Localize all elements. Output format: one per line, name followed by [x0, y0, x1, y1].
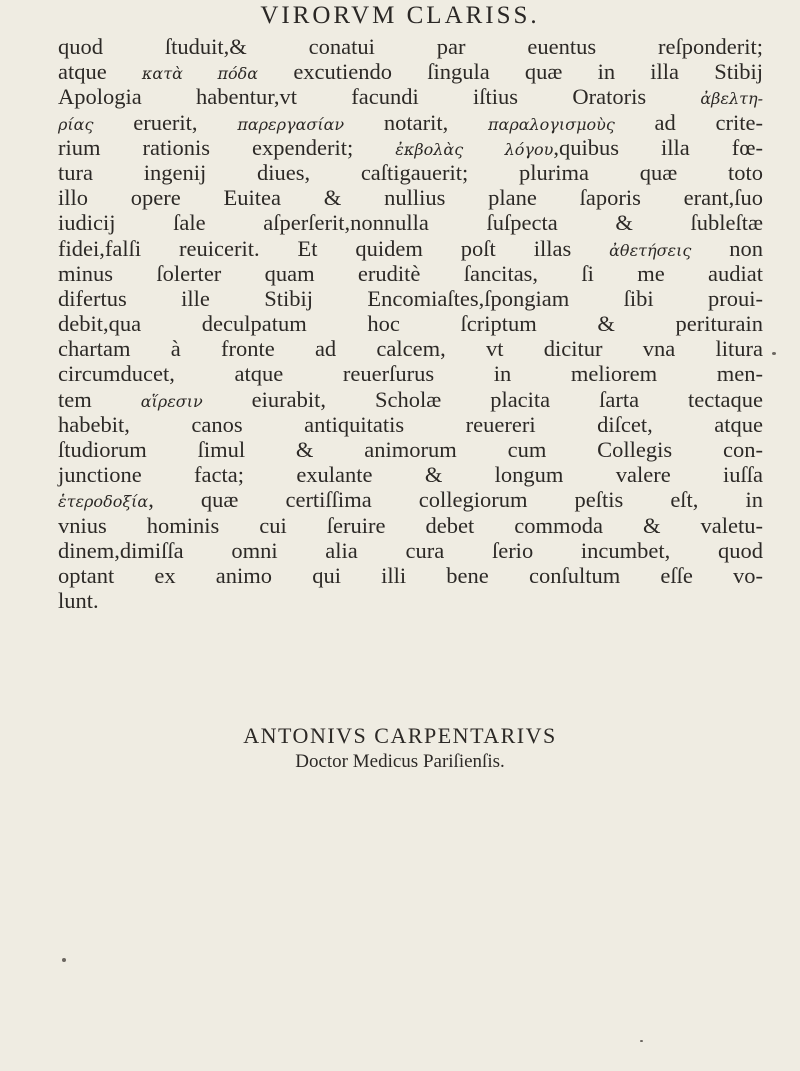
text-line: circumducet, atque reuerſurus in meliorem men-: [58, 361, 763, 387]
greek-word: ἑτεροδοξία: [58, 492, 149, 512]
text-line: tura ingenij diues, caſtigauerit; plurima quæ toto: [58, 159, 763, 185]
greek-word: ἐκβολὰς λόγου: [395, 139, 554, 159]
paper-speck: [62, 958, 66, 962]
text-line: ρίας eruerit, παρεργασίαν notarit, παραλογισμοὺς ad crite-: [58, 109, 763, 135]
greek-word: ἀθετήσεις: [609, 240, 692, 260]
text-line: lunt.: [58, 588, 99, 614]
signature-title: Doctor Medicus Pariſienſis.: [295, 751, 505, 772]
text-line: chartam à fronte ad calcem, vt dicitur vna litura: [58, 336, 763, 362]
paper-speck: [772, 352, 776, 355]
text-line: optant ex animo qui illi bene conſultum eſſe vo-: [58, 562, 763, 588]
text-line: atque κατὰ πόδα excutiendo ſingula quæ in illa Stibij: [58, 59, 763, 85]
text-line: tem αἵρεσιν eiurabit, Scholæ placita ſarta tectaque: [58, 386, 763, 412]
text-line: junctione facta; exulante & longum valere iuſſa: [58, 462, 763, 488]
greek-word: κατὰ πόδα: [141, 64, 259, 84]
text-line: minus ſolerter quam eruditè ſancitas, ſi me audiat: [58, 260, 763, 286]
text-line: difertus ille Stibij Encomiaſtes,ſpongiam ſibi proui-: [58, 285, 763, 311]
text-line: ἑτεροδοξία, quæ certiſſima collegiorum peſtis eſt, in: [58, 487, 763, 513]
text-line: ſtudiorum ſimul & animorum cum Collegis con-: [58, 437, 763, 462]
greek-word: αἵρεσιν: [140, 391, 203, 411]
greek-word: παραλογισμοὺς: [488, 114, 615, 134]
text-line: iudicij ſale aſperſerit,nonnulla ſuſpecta & ſubleſtæ: [58, 210, 763, 236]
text-line: rium rationis expenderit; ἐκβολὰς λόγου,quibus illa fœ-: [58, 134, 764, 160]
signature-name: ANTONIVS CARPENTARIVS: [243, 723, 557, 748]
greek-word: ἀβελτη-: [700, 89, 763, 109]
signature-block: [0, 722, 800, 774]
text-line: Apologia habentur,vt facundi iſtius Oratoris ἀβελτη-: [58, 84, 763, 110]
paper-speck: [640, 1040, 643, 1042]
text-line: quod ſtuduit,& conatui par euentus reſponderit;: [58, 34, 763, 59]
greek-word: ρίας: [58, 114, 94, 134]
body-text: [58, 34, 763, 613]
text-line: debit,qua deculpatum hoc ſcriptum & periturain: [58, 311, 763, 337]
text-line: fidei,falſi reuicerit. Et quidem poſt illas ἀθετήσεις non: [58, 235, 763, 261]
text-line: habebit, canos antiquitatis reuereri diſcet, atque: [58, 411, 763, 437]
text-line: vnius hominis cui ſeruire debet commoda & valetu-: [58, 512, 763, 538]
running-header: VIRORVM CLARISS.: [260, 2, 540, 29]
text-line: dinem,dimiſſa omni alia cura ſerio incumbet, quod: [58, 537, 763, 563]
text-line: illo opere Euitea & nullius plane ſaporis erant,ſuo: [58, 185, 763, 211]
greek-word: παρεργασίαν: [237, 114, 345, 134]
